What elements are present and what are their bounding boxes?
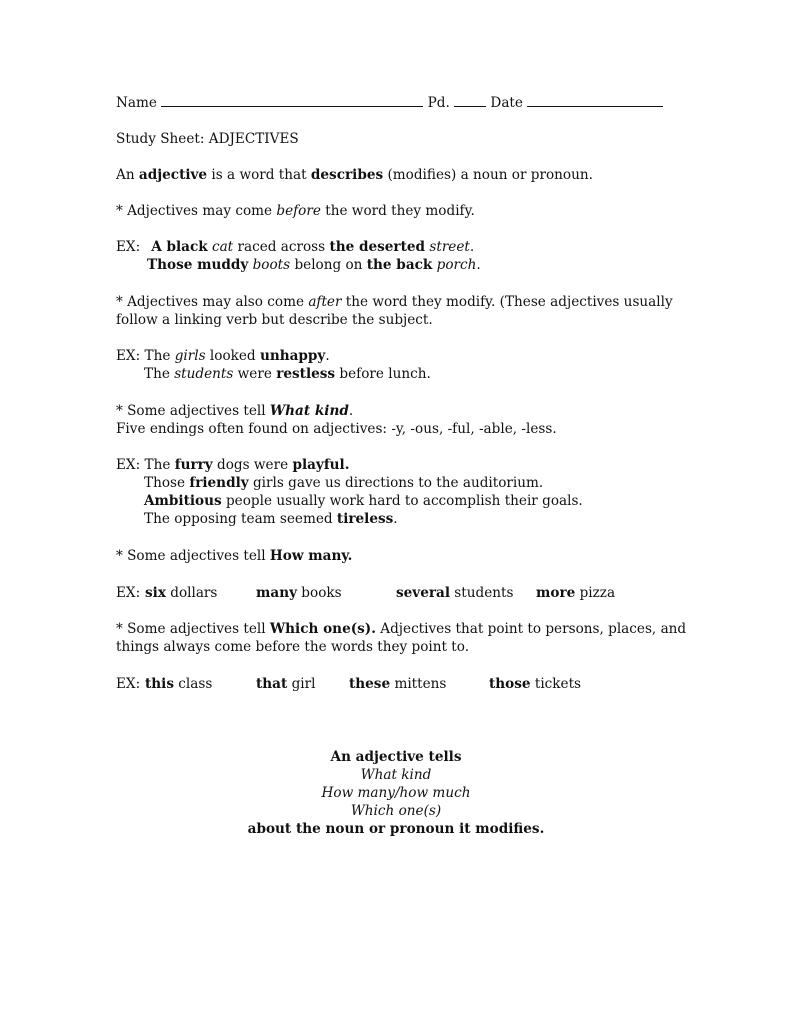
ex-text: The opposing team seemed bbox=[144, 511, 337, 527]
rule-text: * Some adjectives tell bbox=[116, 403, 270, 419]
ex-text: The bbox=[144, 366, 175, 382]
ex-bold: friendly bbox=[189, 475, 249, 491]
rule-after bbox=[116, 293, 673, 311]
ex-text: looked bbox=[205, 348, 260, 364]
summary-item: Which one(s) bbox=[350, 803, 442, 819]
ex-text: were bbox=[233, 366, 277, 382]
ex-text: books bbox=[296, 585, 342, 601]
rule-many bbox=[116, 547, 352, 565]
ex-bold: six bbox=[145, 585, 166, 601]
summary-line-1 bbox=[116, 766, 676, 784]
ex-italic: boots bbox=[252, 257, 291, 273]
name-blank bbox=[161, 93, 423, 107]
rule-text: the word they modify. (These adjectives usually bbox=[341, 294, 673, 310]
summary-footer bbox=[116, 820, 676, 838]
rule-emphasis: Which one(s). bbox=[269, 621, 376, 637]
rule-text: * Some adjectives tell bbox=[116, 621, 270, 637]
ex-text: . bbox=[393, 511, 398, 527]
ex-bold: tireless bbox=[336, 511, 394, 527]
ex-text: tickets bbox=[530, 676, 582, 692]
date-label: Date bbox=[490, 95, 523, 111]
ex-text: girls gave us directions to the auditorium. bbox=[248, 475, 544, 491]
rule-text: * Adjectives may come bbox=[116, 203, 277, 219]
definition-text: An bbox=[116, 167, 139, 183]
example-2-line-1 bbox=[116, 347, 330, 365]
ex4-item bbox=[396, 584, 513, 602]
ex-label: EX: bbox=[116, 676, 141, 692]
ex-text: girl bbox=[287, 676, 316, 692]
ex-text: dollars bbox=[165, 585, 218, 601]
ex-text: belong on bbox=[290, 257, 367, 273]
ex-bold: restless bbox=[276, 366, 336, 382]
ex4-item bbox=[536, 584, 615, 602]
ex-italic: porch bbox=[436, 257, 477, 273]
summary-heading bbox=[116, 748, 676, 766]
pd-blank bbox=[454, 93, 486, 107]
ex-italic: street bbox=[429, 239, 470, 255]
rule-which-line-2: things always come before the words they point to. bbox=[116, 639, 470, 655]
ex-label: EX: bbox=[116, 239, 141, 255]
rule-emphasis: How many. bbox=[269, 548, 353, 564]
ex-bold: several bbox=[396, 585, 450, 601]
ex-text: people usually work hard to accomplish their goals. bbox=[221, 493, 583, 509]
ex5-item bbox=[489, 675, 581, 693]
ex-text: before lunch. bbox=[335, 366, 431, 382]
definition-describes: describes bbox=[310, 167, 384, 183]
ex-text: . bbox=[469, 239, 475, 255]
pd-label: Pd. bbox=[427, 95, 450, 111]
ex-bold: that bbox=[256, 676, 288, 692]
ex-bold: furry bbox=[174, 457, 213, 473]
rule-text: . bbox=[348, 403, 354, 419]
rule-after-line-2: follow a linking verb but describe the subject. bbox=[116, 312, 433, 328]
ex-italic: cat bbox=[211, 239, 234, 255]
ex-text: The bbox=[144, 348, 175, 364]
name-label: Name bbox=[116, 95, 157, 111]
ex-text: raced across bbox=[233, 239, 330, 255]
summary-heading-text: An adjective tells bbox=[330, 749, 462, 765]
rule-emphasis: What kind bbox=[269, 403, 349, 419]
summary-footer-text: about the noun or pronoun it modifies. bbox=[247, 821, 545, 837]
date-blank bbox=[527, 93, 663, 107]
ex-text: mittens bbox=[390, 676, 447, 692]
ex-bold: Ambitious bbox=[144, 493, 222, 509]
ex4-item bbox=[145, 584, 217, 602]
ex5-item bbox=[349, 675, 446, 693]
ex-bold: those bbox=[489, 676, 531, 692]
summary-item: How many/how much bbox=[321, 785, 471, 801]
ex-bold: the back bbox=[366, 257, 433, 273]
ex-label: EX: bbox=[116, 457, 141, 473]
ex-text: Those bbox=[144, 475, 190, 491]
ex-bold: this bbox=[145, 676, 174, 692]
summary-line-2 bbox=[116, 784, 676, 802]
ex-bold: more bbox=[536, 585, 576, 601]
rule-text: * Adjectives may also come bbox=[116, 294, 309, 310]
ex-bold: many bbox=[256, 585, 297, 601]
rule-text: the word they modify. bbox=[320, 203, 475, 219]
summary-item: What kind bbox=[360, 767, 432, 783]
ex-text: . bbox=[325, 348, 330, 364]
example-3-line-4 bbox=[144, 510, 398, 528]
rule-text: * Some adjectives tell bbox=[116, 548, 270, 564]
summary-line-3 bbox=[116, 802, 676, 820]
example-3-line-2 bbox=[144, 474, 543, 492]
ex-text: students bbox=[449, 585, 514, 601]
ex-text: class bbox=[173, 676, 213, 692]
ex-bold: unhappy bbox=[259, 348, 326, 364]
definition-adjective: adjective bbox=[138, 167, 208, 183]
example-2-line-2 bbox=[144, 365, 431, 383]
ex-bold: Those muddy bbox=[147, 257, 249, 273]
ex-text: The bbox=[144, 457, 175, 473]
rule-emphasis: before bbox=[276, 203, 321, 219]
ex-italic: girls bbox=[174, 348, 206, 364]
ex-text: dogs were bbox=[212, 457, 293, 473]
example-3-line-1 bbox=[116, 456, 349, 474]
rule-which bbox=[116, 620, 686, 638]
ex-text: . bbox=[476, 257, 481, 273]
example-3-line-3 bbox=[144, 492, 583, 510]
rule-emphasis: after bbox=[308, 294, 342, 310]
rule-kind bbox=[116, 402, 353, 420]
rule-before bbox=[116, 202, 475, 220]
example-4 bbox=[116, 584, 676, 602]
ex5-item bbox=[145, 675, 212, 693]
example-5 bbox=[116, 675, 676, 693]
rule-text: Adjectives that point to persons, places, and bbox=[375, 621, 687, 637]
ex-bold: A black bbox=[151, 239, 208, 255]
ex5-item bbox=[256, 675, 315, 693]
example-1-line-1 bbox=[116, 238, 474, 256]
ex-bold: playful. bbox=[292, 457, 350, 473]
header-line bbox=[116, 93, 663, 112]
ex-label: EX: bbox=[116, 348, 141, 364]
definition bbox=[116, 166, 593, 184]
ex4-item bbox=[256, 584, 342, 602]
ex-bold: the deserted bbox=[329, 239, 426, 255]
definition-text: is a word that bbox=[207, 167, 311, 183]
ex-italic: students bbox=[174, 366, 234, 382]
ex-text: pizza bbox=[575, 585, 616, 601]
page-title: Study Sheet: ADJECTIVES bbox=[116, 131, 299, 147]
example-1-line-2 bbox=[147, 256, 481, 274]
definition-text: (modifies) a noun or pronoun. bbox=[383, 167, 593, 183]
rule-kind-line-2: Five endings often found on adjectives: -y, -ous, -ful, -able, -less. bbox=[116, 421, 557, 437]
ex-bold: these bbox=[349, 676, 391, 692]
ex-label: EX: bbox=[116, 585, 141, 601]
